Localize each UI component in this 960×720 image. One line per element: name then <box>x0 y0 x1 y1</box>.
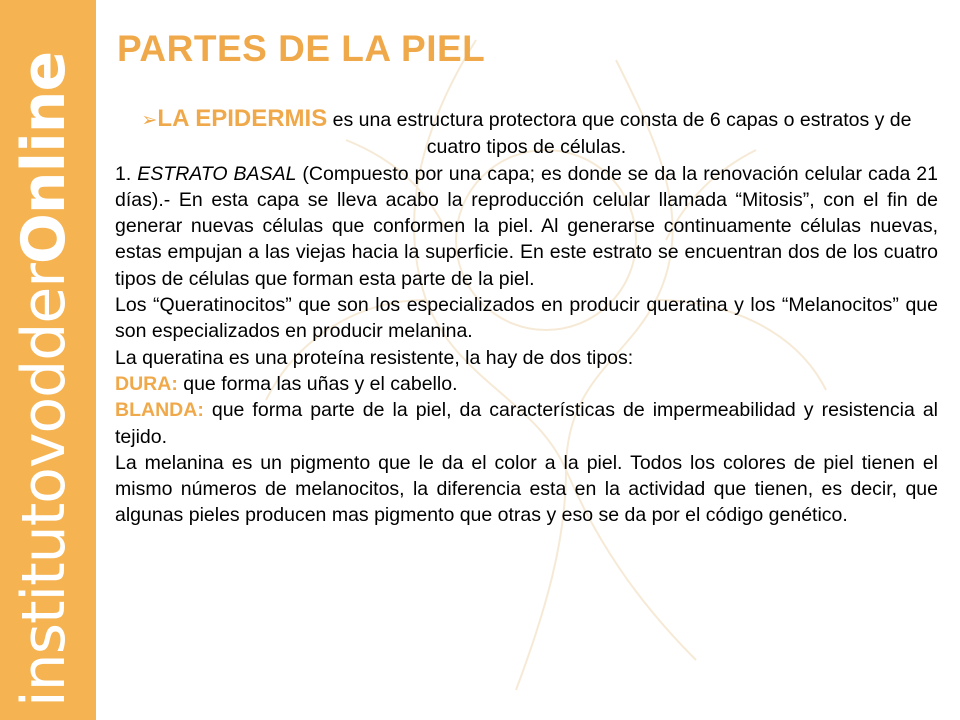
lead-paragraph <box>115 106 938 161</box>
brand-logo <box>8 52 80 707</box>
brand-light-text: institutovodder <box>9 264 79 707</box>
lead-keyword: LA EPIDERMIS <box>157 105 328 132</box>
slide-body <box>115 106 938 529</box>
page-title: PARTES DE LA PIEL <box>117 28 486 69</box>
blanda-label: BLANDA: <box>115 399 204 422</box>
arrow-bullet-icon: ➢ <box>141 110 158 131</box>
paragraph-estrato-basal <box>115 161 938 292</box>
p1-term: ESTRATO BASAL <box>137 162 297 185</box>
dura-label: DURA: <box>115 372 178 395</box>
paragraph-melanina: La melanina es un pigmento que le da el color a la piel. Todos los colores de piel tienen el mismo números de melanocitos, la diferencia esta en la actividad que tienen, es decir, que algunas pieles producen mas pigmento que otras y eso se da por el código genético. <box>115 451 938 527</box>
lead-text: es una estructura protectora que consta de 6 capas o estratos y de cuatro tipos de células. <box>327 109 912 159</box>
paragraph-cell-types: Los “Queratinocitos” que son los especializados en producir queratina y los “Melanocitos” que son especializados en producir melanina. <box>115 294 938 343</box>
blanda-text: que forma parte de la piel, da características de impermeabilidad y resistencia al tejido. <box>115 399 938 448</box>
dura-text: que forma las uñas y el cabello. <box>177 372 458 395</box>
paragraph-queratina: La queratina es una proteína resistente, la hay de dos tipos: <box>115 346 634 369</box>
p1-number: 1. <box>115 162 138 185</box>
brand-bold-text: Online <box>9 51 79 265</box>
p1-text: (Compuesto por una capa; es donde se da la renovación celular cada 21 días).- En esta capa se lleva acabo la reproducción celular llamada “Mitosis”, con el fin de generar nuevas células que conformen la piel. Al generarse continuamente células nuevas, estas empujan a las viejas hacia la superficie. En este estrato se encuentran dos de los cuatro tipos de células que forman esta parte de la piel. <box>115 162 938 290</box>
paragraph-dura <box>115 371 938 397</box>
sidebar-band <box>0 0 96 720</box>
paragraph-blanda <box>115 397 938 450</box>
